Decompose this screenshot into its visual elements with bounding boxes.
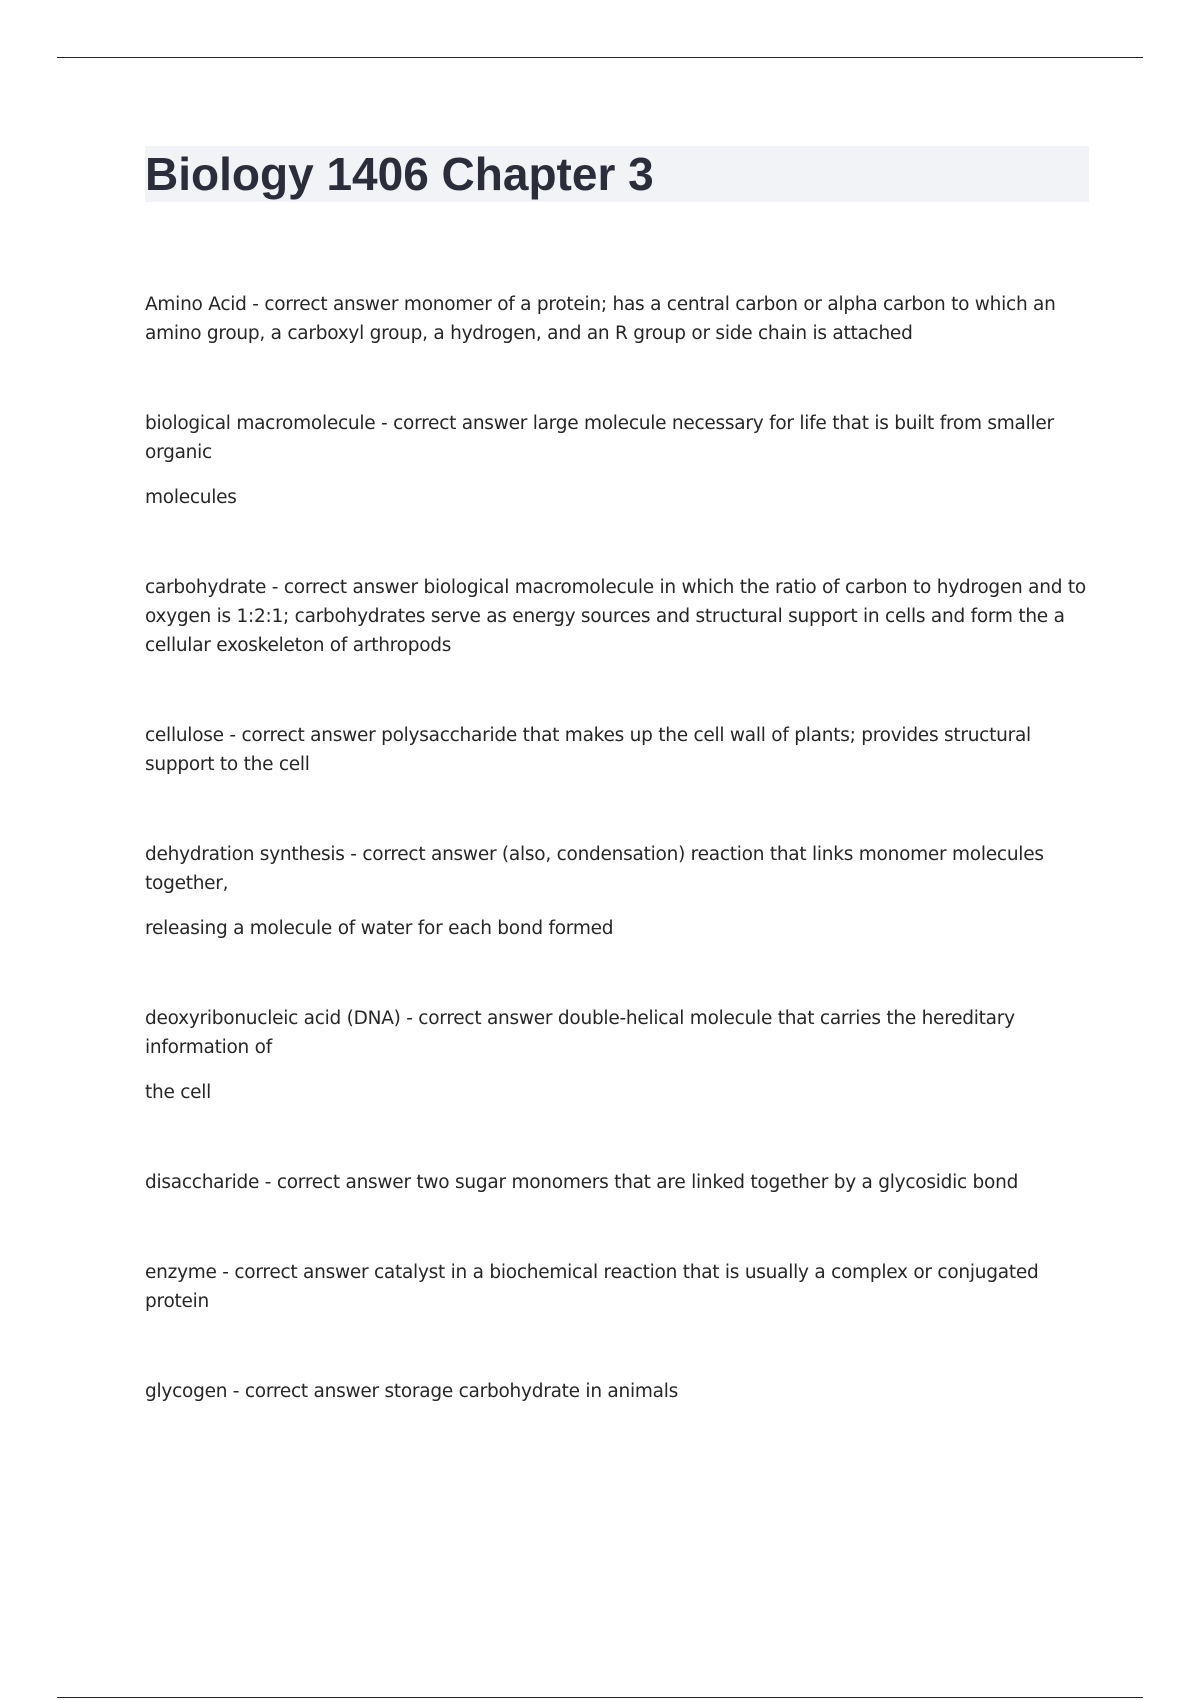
- entry-text: deoxyribonucleic acid (DNA) - correct answer double-helical molecule that carries the hereditary information of: [145, 1008, 1015, 1058]
- entry-text-continued: molecules: [145, 487, 237, 508]
- entry-text: enzyme - correct answer catalyst in a biochemical reaction that is usually a complex or conjugated protein: [145, 1262, 1039, 1312]
- glossary-entry-cellulose: [145, 721, 1090, 779]
- glossary-entry-dna: [145, 1004, 1090, 1107]
- entry-text: biological macromolecule - correct answer large molecule necessary for life that is built from smaller organic: [145, 413, 1054, 463]
- glossary-entry-amino-acid: [145, 290, 1090, 348]
- entry-text: carbohydrate - correct answer biological macromolecule in which the ratio of carbon to hydrogen and to oxygen is 1:2:1; carbohydrates serve as energy sources and structural support in cells and form the a cellular exoskeleton of arthropods: [145, 577, 1086, 656]
- glossary-entry-carbohydrate: [145, 573, 1090, 660]
- entry-text: cellulose - correct answer polysaccharide that makes up the cell wall of plants; provides structural support to the cell: [145, 725, 1031, 775]
- entry-text: Amino Acid - correct answer monomer of a protein; has a central carbon or alpha carbon to which an amino group, a carboxyl group, a hydrogen, and an R group or side chain is attached: [145, 294, 1056, 344]
- entry-text: dehydration synthesis - correct answer (also, condensation) reaction that links monomer molecules together,: [145, 844, 1044, 894]
- glossary-entry-glycogen: [145, 1377, 1090, 1406]
- glossary-entry-enzyme: [145, 1258, 1090, 1316]
- entry-text: glycogen - correct answer storage carbohydrate in animals: [145, 1381, 679, 1402]
- glossary-body: [145, 290, 1090, 1467]
- entry-text-continued: the cell: [145, 1082, 212, 1103]
- page-title: Biology 1406 Chapter 3: [145, 148, 654, 200]
- top-rule: [57, 57, 1143, 58]
- glossary-entry-biological-macromolecule: [145, 409, 1090, 512]
- bottom-rule: [57, 1697, 1143, 1698]
- glossary-entry-dehydration-synthesis: [145, 840, 1090, 943]
- entry-text-continued: releasing a molecule of water for each bond formed: [145, 918, 614, 939]
- entry-text: disaccharide - correct answer two sugar monomers that are linked together by a glycosidic bond: [145, 1172, 1019, 1193]
- glossary-entry-disaccharide: [145, 1168, 1090, 1197]
